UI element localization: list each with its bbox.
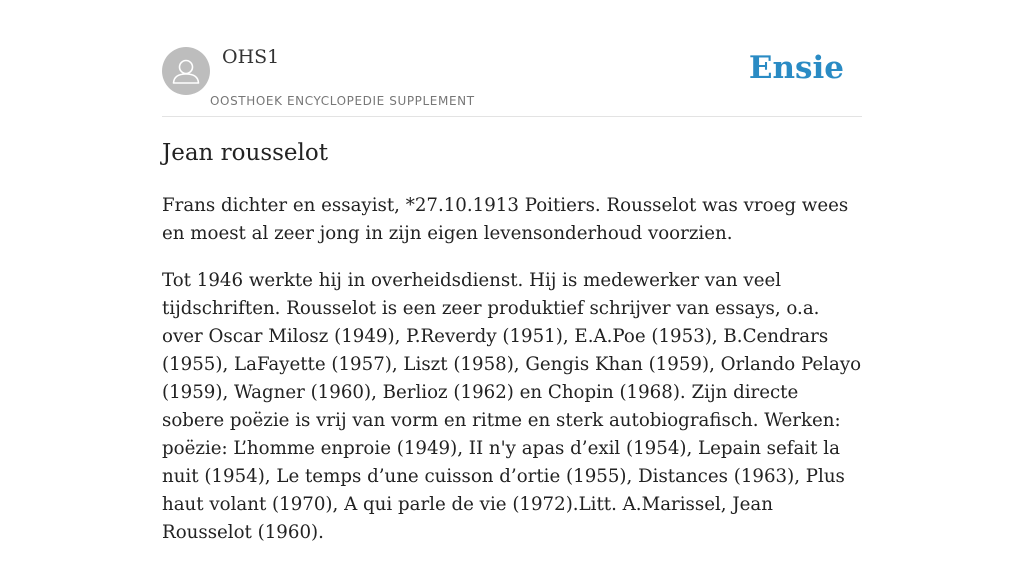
avatar[interactable] xyxy=(162,47,210,95)
brand-logo[interactable]: Ensie xyxy=(748,50,844,86)
user-name[interactable]: OHS1 xyxy=(222,46,280,68)
article-title: Jean rousselot xyxy=(162,140,328,166)
page-container xyxy=(162,0,862,543)
user-avatar-icon xyxy=(162,47,210,95)
article-paragraph: Frans dichter en essayist, *27.10.1913 Poitiers. Rousselot was vroeg wees en moest al zeer jong in zijn eigen levensonderhoud voorzien. xyxy=(162,195,849,244)
article-body xyxy=(162,192,862,566)
header xyxy=(162,0,862,117)
source-label[interactable]: OOSTHOEK ENCYCLOPEDIE SUPPLEMENT xyxy=(210,94,475,108)
article-paragraph: Tot 1946 werkte hij in overheidsdienst. Hij is medewerker van veel tijdschriften. Rousselot is een zeer produktief schrijver van essays, o.a. over Oscar Milosz (1949), P.Reverdy (1951), E.A.Poe (1953), B.Cendrars (1955), LaFayette (1957), Liszt (1958), Gengis Khan (1959), Orlando Pelayo (1959), Wagner (1960), Berlioz (1962) en Chopin (1968). Zijn directe sobere poëzie is vrij van vorm en ritme en sterk autobiografisch. Werken: poëzie: L’homme enproie (1949), II n'y apas d’exil (1954), Lepain sefait la nuit (1954), Le temps d’une cuisson d’ortie (1955), Distances (1963), Plus haut volant (1970), A qui parle de vie (1972).Litt. A.Marissel, Jean Rousselot (1960). xyxy=(162,270,862,543)
